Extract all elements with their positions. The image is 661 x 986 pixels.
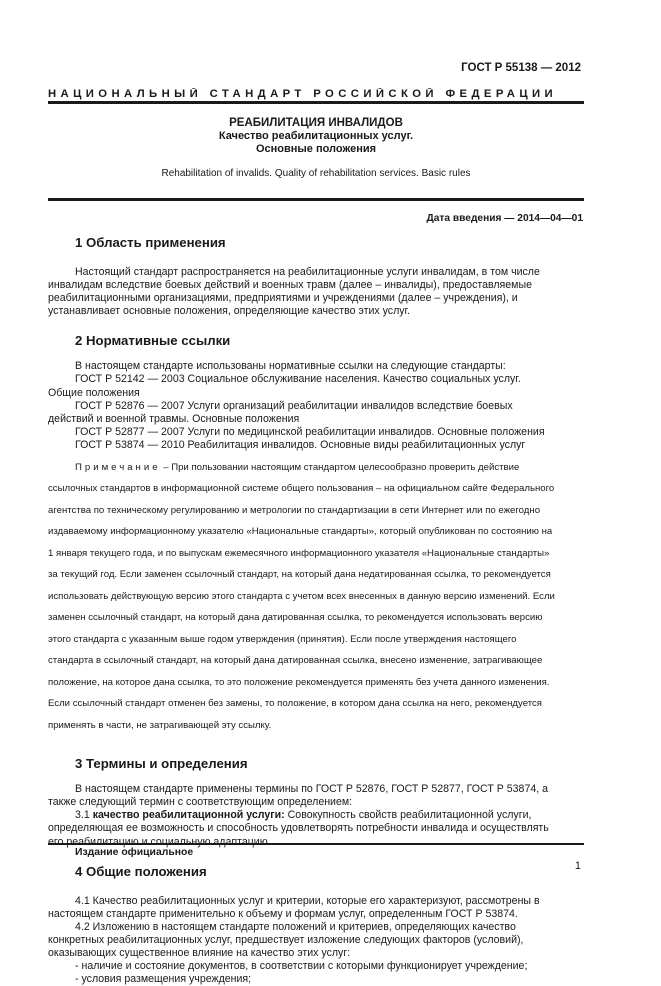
note-line	[75, 462, 583, 474]
title-rule	[48, 198, 584, 201]
section-1-line: устанавливает основные положения, определяющие качество этих услуг.	[48, 305, 411, 318]
section-1-line: реабилитационными организациями, предприятиями и учреждениями (далее – учреждения), и	[48, 292, 518, 305]
reference-line: ГОСТ Р 52877 — 2007 Услуги по медицинской реабилитации инвалидов. Основные положения	[75, 425, 545, 438]
note-line: Если ссылочный стандарт отменен без замены, то положение, в котором дана ссылка на него, рекомендуется	[48, 698, 542, 710]
english-title: Rehabilitation of invalids. Quality of rehabilitation services. Basic rules	[161, 168, 471, 179]
section-4-line: 4.2 Изложению в настоящем стандарте положений и критериев, определяющих качество	[75, 920, 516, 933]
section-3-line: В настоящем стандарте применены термины по ГОСТ Р 52876, ГОСТ Р 52877, ГОСТ Р 53874, а	[75, 783, 549, 796]
note-line: ссылочных стандартов в информационной системе общего пользования – на официальном сайте Федерального	[48, 483, 555, 495]
reference-line: ГОСТ Р 52876 — 2007 Услуги организаций реабилитации инвалидов вследствие боевых	[75, 399, 513, 412]
term-number: 3.1	[75, 809, 90, 822]
national-standard-banner: НАЦИОНАЛЬНЫЙ СТАНДАРТ РОССИЙСКОЙ ФЕДЕРАЦИИ	[48, 88, 558, 100]
term-line: определяющая ее возможность и способность удовлетворять потребности инвалида и осуществлять	[48, 822, 549, 835]
section-4-line: настоящем стандарте применительно к объему и формам услуг, определенным ГОСТ Р 53874.	[48, 907, 518, 920]
note-line: стандарта в ссылочный стандарт, на который дана датированная ссылка, внесено изменение, затрагивающее	[48, 655, 543, 667]
footer-rule	[48, 843, 584, 845]
doc-title: РЕАБИЛИТАЦИЯ ИНВАЛИДОВ	[229, 117, 403, 129]
page-number: 1	[574, 860, 581, 872]
term-line: его реабилитацию и социальную адаптацию.	[48, 835, 271, 848]
note-line: издаваемому информационному указателю «Национальные стандарты», который опубликован по состоянию на	[48, 526, 553, 538]
section-4-heading: 4 Общие положения	[75, 863, 207, 879]
note-line: заменен ссылочный стандарт, на который дана датированная ссылка, то рекомендуется использовать версию	[48, 612, 543, 624]
section-4-line: 4.1 Качество реабилитационных услуг и критерии, которые его характеризуют, рассмотрены в	[75, 894, 540, 907]
note-line: использовать действующую версию этого стандарта с учетом всех внесенных в данную версию изменений. Если	[48, 590, 555, 602]
header-rule	[48, 101, 584, 104]
reference-line: Общие положения	[48, 386, 140, 399]
note-lead: Примечание	[75, 461, 161, 473]
official-edition-label: Издание официальное	[75, 847, 194, 858]
section-3-heading: 3 Термины и определения	[75, 756, 248, 772]
title-block	[48, 117, 584, 156]
list-item: - наличие и состояние документов, в соответствии с которыми функционирует учреждение;	[75, 960, 528, 973]
section-4-line: конкретных реабилитационных услуг, предшествует изложение следующих факторов (условий),	[48, 933, 524, 946]
section-2-heading: 2 Нормативные ссылки	[75, 333, 231, 349]
term-definition: Совокупность свойств реабилитационной услуги,	[284, 809, 532, 822]
section-1-heading: 1 Область применения	[75, 235, 226, 250]
note-text: – При пользовании настоящим стандартом целесообразно проверить действие	[160, 461, 520, 473]
doc-subtitle-1: Качество реабилитационных услуг.	[218, 130, 414, 142]
standard-code: ГОСТ Р 55138 — 2012	[461, 62, 581, 74]
document-body	[48, 234, 583, 986]
reference-line: ГОСТ Р 52142 — 2003 Социальное обслуживание населения. Качество социальных услуг.	[75, 373, 521, 386]
list-item: - условия размещения учреждения;	[75, 973, 252, 986]
section-2-intro: В настоящем стандарте использованы нормативные ссылки на следующие стандарты:	[75, 360, 506, 373]
term-name: качество реабилитационной услуги:	[92, 809, 285, 822]
section-1-line: Настоящий стандарт распространяется на реабилитационные услуги инвалидам, в том числе	[75, 266, 540, 278]
date-of-introduction: Дата введения — 2014—04—01	[426, 213, 583, 224]
reference-line: действий и военной травмы. Основные положения	[48, 412, 300, 425]
note-line: этого стандарта с указанным выше годом утверждения (принятия). Если после утверждения настоящего	[48, 633, 517, 645]
note-line: за текущий год. Если заменен ссылочный стандарт, на который дана недатированная ссылка, то рекомендуется	[48, 569, 551, 581]
term-line	[75, 809, 583, 822]
section-3-line: также следующий термин с соответствующим определением:	[48, 796, 353, 809]
note-line: 1 января текущего года, и по выпускам ежемесячного информационного указателя «Национальные стандарты»	[48, 547, 550, 559]
note-line: положение, на которое дана ссылка, то это положение рекомендуется применять без учета данного изменения.	[48, 676, 550, 688]
section-4-line: оказывающих существенное влияние на качество этих услуг:	[48, 946, 351, 959]
doc-subtitle-2: Основные положения	[255, 143, 377, 155]
note-line: применять в части, не затрагивающей эту ссылку.	[48, 719, 272, 731]
note-line: агентства по техническому регулированию и метрологии по стандартизации в сети Интернет или по ежегодно	[48, 504, 541, 516]
section-1-line: инвалидам вследствие боевых действий и военных травм (далее – инвалиды), предоставляемые	[48, 279, 532, 292]
reference-line: ГОСТ Р 53874 — 2010 Реабилитация инвалидов. Основные виды реабилитационных услуг	[75, 438, 526, 451]
